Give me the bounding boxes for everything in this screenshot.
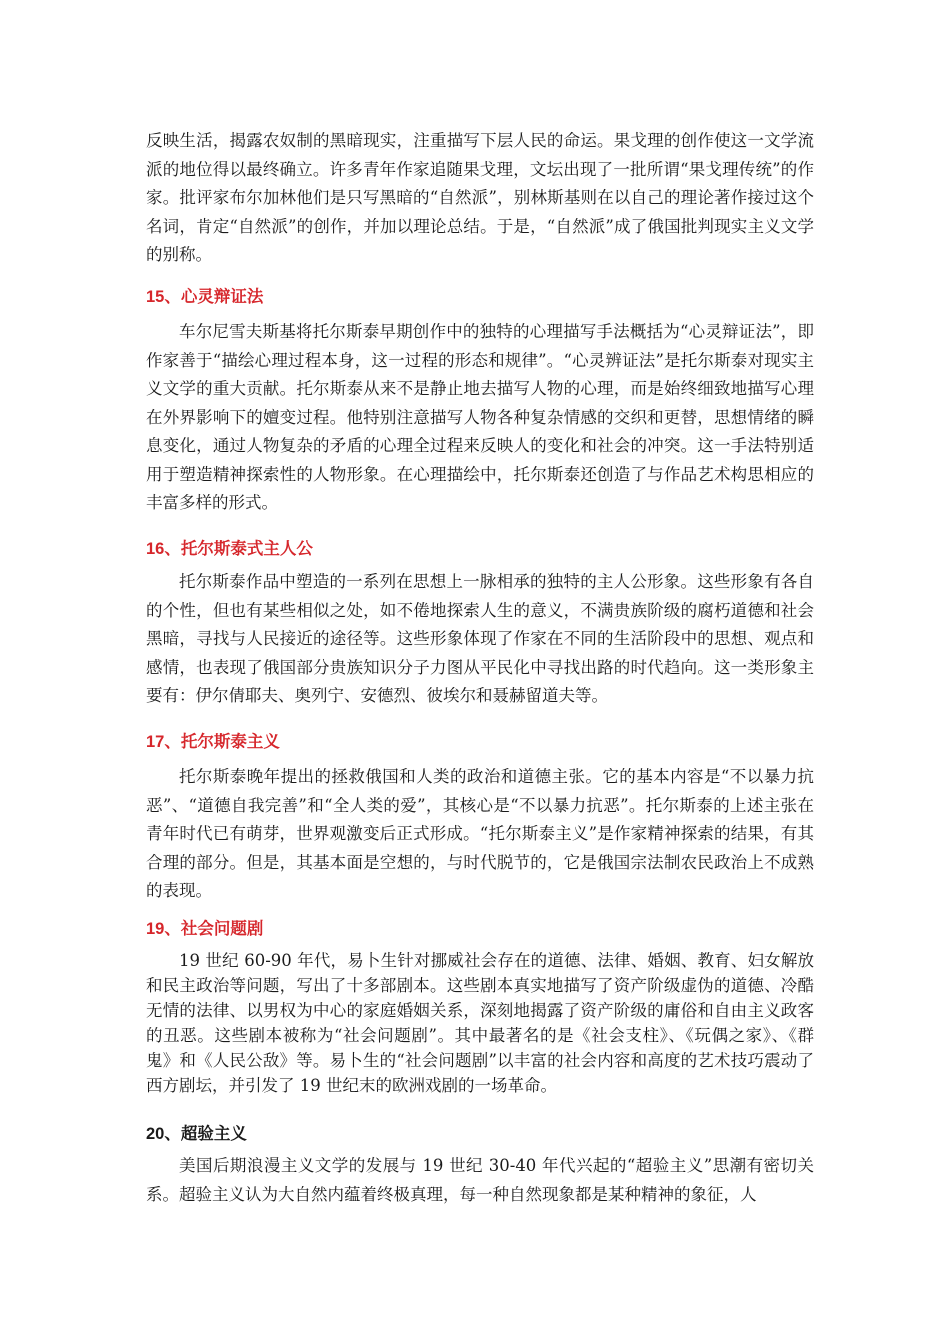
section-body-17: 托尔斯泰晚年提出的拯救俄国和人类的政治和道德主张。它的基本内容是“不以暴力抗恶”、“道德自我完善”和“全人类的爱”，其核心是“不以暴力抗恶”。托尔斯泰的上述主张在青年时代已有萌芽，世界观激变后正式形成。“托尔斯泰主义”是作家精神探索的结果，有其合理的部分。但是，其基本面是空想的，与时代脱节的，它是俄国宗法制农民政治上不成熟的表现。	[146, 767, 814, 900]
section-title: 超验主义	[180, 1124, 247, 1143]
intro-paragraph: 反映生活，揭露农奴制的黑暗现实，注重描写下层人民的命运。果戈理的创作使这一文学流派的地位得以最终确立。许多青年作家追随果戈理，文坛出现了一批所谓“果戈理传统”的作家。批评家布尔加林他们是只写黑暗的“自然派”，别林斯基则在以自己的理论著作接过这个名词，肯定“自然派”的创作，并加以理论总结。于是，“自然派”成了俄国批判现实主义文学的别称。	[146, 131, 814, 264]
section-heading-17	[146, 728, 280, 756]
section-heading-16	[146, 535, 313, 563]
section-body-16: 托尔斯泰作品中塑造的一系列在思想上一脉相承的独特的主人公形象。这些形象有各自的个性，但也有某些相似之处，如不倦地探索人生的意义，不满贵族阶级的腐朽道德和社会黑暗，寻找与人民接近的途径等。这些形象体现了作家在不同的生活阶段中的思想、观点和感情，也表现了俄国部分贵族知识分子力图从平民化中寻找出路的时代趋向。这一类形象主要有：伊尔倩耶夫、奥列宁、安德烈、彼埃尔和聂赫留道夫等。	[146, 572, 814, 705]
section-heading-15	[146, 283, 263, 311]
section-number: 16、	[146, 540, 181, 558]
section-title: 社会问题剧	[180, 919, 264, 938]
section-heading-20	[146, 1120, 247, 1148]
section-number: 17、	[146, 733, 181, 751]
section-number: 19、	[146, 920, 181, 938]
section-heading-19	[146, 915, 263, 943]
section-body-20: 美国后期浪漫主义文学的发展与 19 世纪 30-40 年代兴起的“超验主义”思潮有密切关系。超验主义认为大自然内蕴着终极真理，每一种自然现象都是某种精神的象征，人	[146, 1156, 814, 1204]
section-title: 托尔斯泰式主人公	[180, 539, 313, 558]
section-number: 15、	[146, 288, 181, 306]
section-number: 20、	[146, 1125, 181, 1143]
section-title: 托尔斯泰主义	[180, 732, 280, 751]
section-body-15: 车尔尼雪夫斯基将托尔斯泰早期创作中的独特的心理描写手法概括为“心灵辩证法”，即作家善于“描绘心理过程本身，这一过程的形态和规律”。“心灵辨证法”是托尔斯泰对现实主义文学的重大贡献。托尔斯泰从来不是静止地去描写人物的心理，而是始终细致地描写心理在外界影响下的嬗变过程。他特别注意描写人物各种复杂情感的交织和更替，思想情绪的瞬息变化，通过人物复杂的矛盾的心理全过程来反映人的变化和社会的冲突。这一手法特别适用于塑造精神探索性的人物形象。在心理描绘中，托尔斯泰还创造了与作品艺术构思相应的丰富多样的形式。	[146, 322, 814, 512]
section-body-19: 19 世纪 60-90 年代，易卜生针对挪威社会存在的道德、法律、婚姻、教育、妇女解放和民主政治等问题，写出了十多部剧本。这些剧本真实地描写了资产阶级虚伪的道德、冷酷无情的法律、以男权为中心的家庭婚姻关系，深刻地揭露了资产阶级的庸俗和自由主义政客的丑恶。这些剧本被称为“社会问题剧”。其中最著名的是《社会支柱》、《玩偶之家》、《群鬼》和《人民公敌》等。易卜生的“社会问题剧”以丰富的社会内容和高度的艺术技巧震动了西方剧坛，并引发了 19 世纪末的欧洲戏剧的一场革命。	[146, 951, 814, 1095]
section-title: 心灵辩证法	[180, 287, 264, 306]
